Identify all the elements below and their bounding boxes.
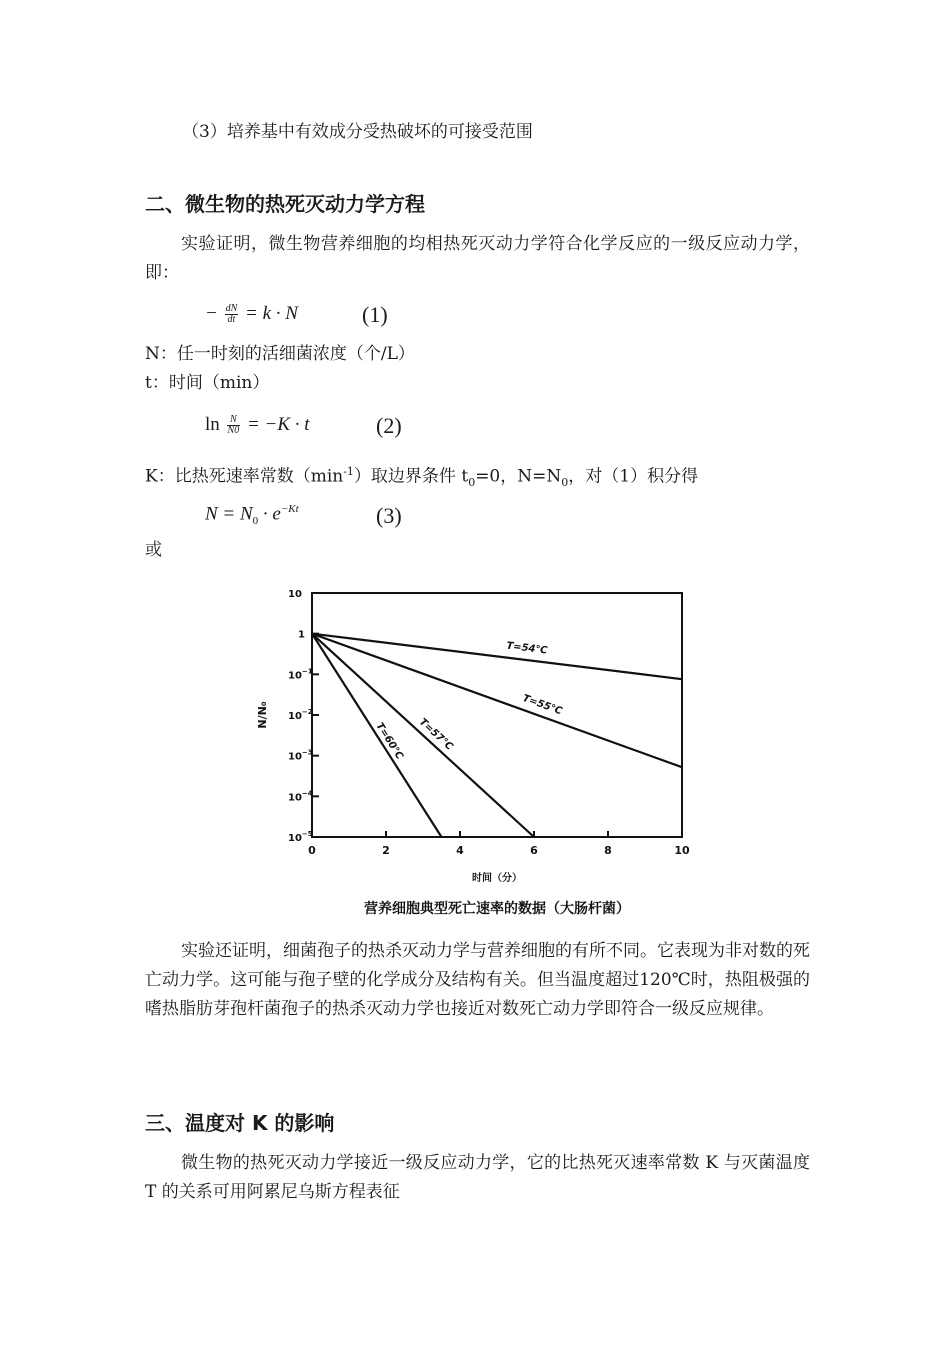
y-tick-label: 10: [288, 589, 302, 600]
spore-paragraph: 实验还证明，细菌孢子的热杀灭动力学与营养细胞的有所不同。它表现为非对数的死亡动力学。这可能与孢子壁的化学成分及结构有关。但当温度超过120℃时，热阻极强的嗜热脂肪芽孢杆菌孢子的热杀灭动力学也接近对数死亡动力学即符合一级反应规律。: [145, 941, 810, 1019]
series-label: T=54℃: [505, 640, 549, 657]
eq3-sup: −Kt: [280, 503, 299, 515]
y-tick-label: 1: [298, 629, 305, 641]
series-line: [312, 634, 682, 768]
series-label: T=55℃: [520, 692, 564, 718]
x-tick-label: 6: [530, 844, 538, 857]
x-tick-label: 10: [674, 844, 690, 857]
section-2-heading: 二、微生物的热死灭动力学方程: [145, 192, 425, 216]
def-K-part-c: =0，N=N: [475, 466, 562, 487]
list-item-3: （3）培养基中有效成分受热破坏的可接受范围: [182, 122, 533, 142]
eq2-rhs: = −K · t: [246, 414, 310, 435]
chart-title: 营养细胞典型死亡速率的数据（大肠杆菌）: [364, 901, 630, 917]
def-K-sub2: 0: [561, 476, 569, 490]
equation-3-number: (3): [376, 503, 402, 528]
def-K-part-d: ，对（1）积分得: [568, 466, 699, 487]
equation-3: [205, 503, 299, 527]
equation-1: [205, 303, 298, 325]
series-line: [312, 634, 682, 680]
eq1-fraction: [225, 304, 239, 325]
plot-frame: [312, 593, 682, 837]
y-tick-label: $10^{-3}$: [288, 748, 313, 763]
y-tick-label: $10^{-1}$: [288, 667, 313, 682]
eq1-numerator: dN: [225, 303, 238, 315]
eq1-rhs: = k · N: [245, 303, 298, 324]
x-axis-label: 时间（分）: [472, 873, 522, 884]
y-tick-label: $10^{-4}$: [288, 789, 313, 804]
section-3-paragraph: 微生物的热死灭动力学接近一级反应动力学，它的比热死灭速率常数 K 与灭菌温度 T 的关系可用阿累尼乌斯方程表征: [145, 1153, 810, 1202]
def-K-part-b: ）取边界条件 t: [353, 466, 469, 487]
def-K-part-a: K：比热死速率常数（min: [145, 466, 344, 487]
eq1-denominator: dt: [227, 314, 236, 326]
equation-2: [205, 414, 310, 436]
definition-K: [145, 458, 698, 497]
eq2-fraction: [227, 415, 241, 436]
eq1-minus: −: [205, 303, 218, 324]
intro-paragraph: 实验证明，微生物营养细胞的均相热死灭动力学符合化学反应的一级反应动力学，即：: [145, 234, 810, 283]
eq2-numerator: N: [227, 415, 241, 426]
death-rate-chart: [230, 580, 730, 925]
series-label: T=57℃: [416, 716, 455, 753]
x-tick-label: 8: [604, 844, 612, 857]
eq3-lhs: N = N: [205, 503, 253, 525]
def-K-sub1: 0: [468, 476, 476, 490]
x-tick-label: 4: [456, 844, 464, 857]
definition-t: t：时间（min）: [145, 373, 270, 393]
y-axis-label: N/N₀: [256, 701, 269, 729]
series-label: T=60℃: [373, 720, 405, 762]
y-tick-label: $10^{-5}$: [288, 830, 313, 844]
definition-N: N：任一时刻的活细菌浓度（个/L）: [145, 344, 415, 364]
equation-1-number: (1): [362, 302, 388, 327]
x-tick-label: 2: [382, 844, 390, 857]
eq3-sub: 0: [252, 515, 259, 528]
eq2-ln: ln: [205, 414, 220, 435]
section-3-heading: 三、温度对 K 的影响: [145, 1111, 335, 1135]
x-tick-label: 0: [308, 844, 316, 857]
eq3-mid: · e: [258, 503, 281, 525]
eq2-denominator: N0: [227, 425, 240, 437]
equation-2-number: (2): [376, 413, 402, 438]
y-tick-label: $10^{-2}$: [288, 708, 313, 722]
def-K-sup: -1: [343, 465, 354, 478]
or-text: 或: [145, 540, 162, 560]
